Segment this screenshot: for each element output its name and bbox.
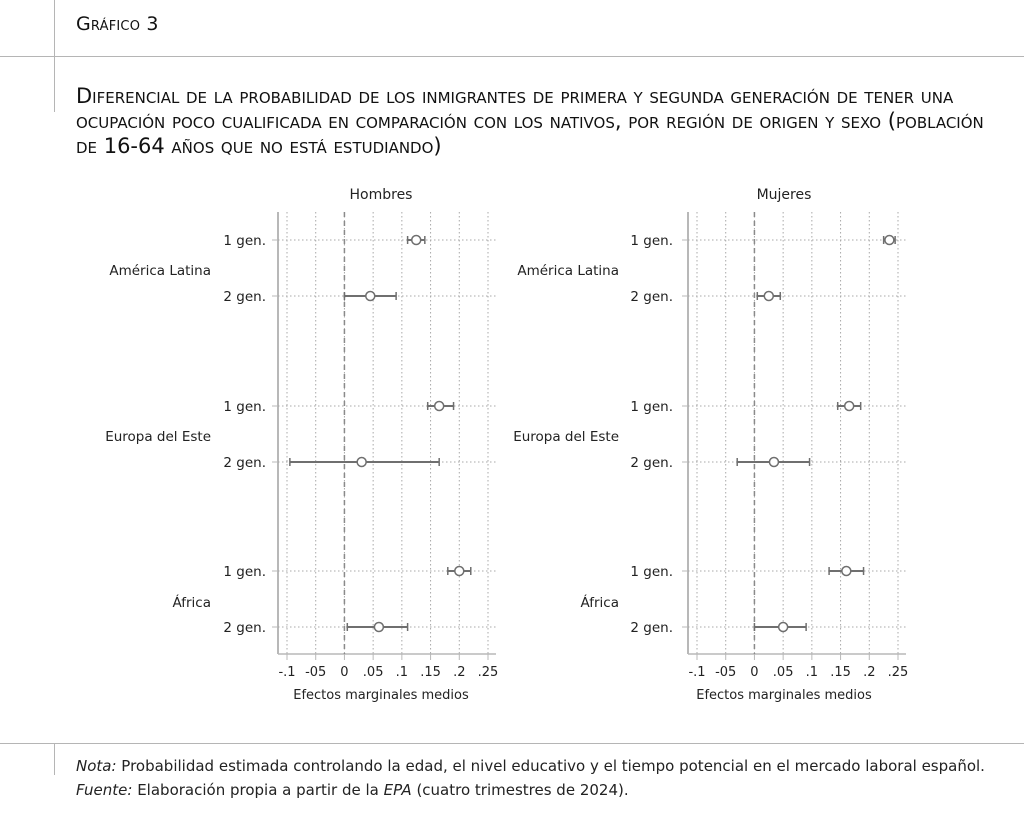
estimate-point: [842, 567, 851, 576]
estimate-point: [435, 402, 444, 411]
row-label: 2 gen.: [223, 455, 266, 471]
x-tick-label: .05: [362, 665, 384, 680]
panel-title: Hombres: [349, 187, 413, 203]
estimate-point: [769, 458, 778, 467]
fuente-text-2: (cuatro trimestres de 2024).: [411, 781, 629, 799]
x-tick-label: -05: [715, 665, 737, 680]
figure-label: Gráfico 3: [76, 13, 159, 35]
group-label: América Latina: [109, 263, 211, 279]
x-tick-label: .1: [395, 665, 409, 680]
x-tick-label: .2: [863, 665, 876, 680]
estimate-point: [366, 292, 375, 301]
row-label: 1 gen.: [223, 233, 266, 249]
row-label: 2 gen.: [630, 289, 673, 305]
x-tick-label: .15: [830, 665, 851, 680]
estimate-point: [357, 458, 366, 467]
fuente-source: EPA: [383, 781, 412, 799]
estimate-point: [764, 292, 773, 301]
x-axis-title: Efectos marginales medios: [696, 688, 872, 703]
nota-line: [76, 754, 985, 778]
x-tick-label: .05: [772, 665, 794, 680]
x-tick-label: .1: [805, 665, 819, 680]
x-tick-label: .25: [887, 665, 909, 680]
group-label: África: [580, 595, 619, 611]
x-tick-label: 0: [340, 665, 349, 680]
estimate-point: [455, 567, 464, 576]
row-label: 1 gen.: [630, 233, 673, 249]
row-label: 2 gen.: [223, 289, 266, 305]
group-label: Europa del Este: [105, 429, 211, 445]
notes-left-rule: [54, 743, 55, 775]
estimate-point: [845, 402, 854, 411]
panel-title: Mujeres: [756, 187, 812, 203]
row-label: 2 gen.: [630, 455, 673, 471]
notes-rule: [0, 743, 1024, 744]
dot-whisker-chart: [0, 176, 1024, 716]
x-tick-label: .25: [477, 665, 499, 680]
estimate-point: [374, 623, 383, 632]
x-tick-label: .15: [420, 665, 441, 680]
fuente-text-1: Elaboración propia a partir de la: [132, 781, 384, 799]
row-label: 1 gen.: [630, 399, 673, 415]
estimate-point: [779, 623, 788, 632]
estimate-point: [412, 236, 421, 245]
header-rule: [0, 56, 1024, 57]
x-axis-title: Efectos marginales medios: [293, 688, 469, 703]
row-label: 2 gen.: [223, 620, 266, 636]
fuente-line: [76, 778, 985, 802]
x-tick-label: -.1: [278, 665, 296, 680]
group-label: América Latina: [517, 263, 619, 279]
nota-text: Probabilidad estimada controlando la edad, el nivel educativo y el tiempo potencial en el mercado laboral español.: [116, 757, 985, 775]
notes: [76, 754, 985, 802]
fuente-prefix: Fuente:: [76, 781, 133, 799]
group-label: Europa del Este: [513, 429, 619, 445]
chart-title: Diferencial de la probabilidad de los inmigrantes de primera y segunda generación de tener una ocupación poco cualificada en comparación con los nativos, por región de origen y sexo (población de 16-64 años que no está estudiando): [76, 84, 984, 158]
nota-prefix: Nota:: [76, 757, 117, 775]
group-label: África: [172, 595, 211, 611]
row-label: 2 gen.: [630, 620, 673, 636]
x-tick-label: 0: [750, 665, 759, 680]
row-label: 1 gen.: [223, 564, 266, 580]
row-label: 1 gen.: [223, 399, 266, 415]
x-tick-label: -.1: [688, 665, 706, 680]
row-label: 1 gen.: [630, 564, 673, 580]
estimate-point: [885, 236, 894, 245]
x-tick-label: -05: [305, 665, 327, 680]
x-tick-label: .2: [453, 665, 466, 680]
